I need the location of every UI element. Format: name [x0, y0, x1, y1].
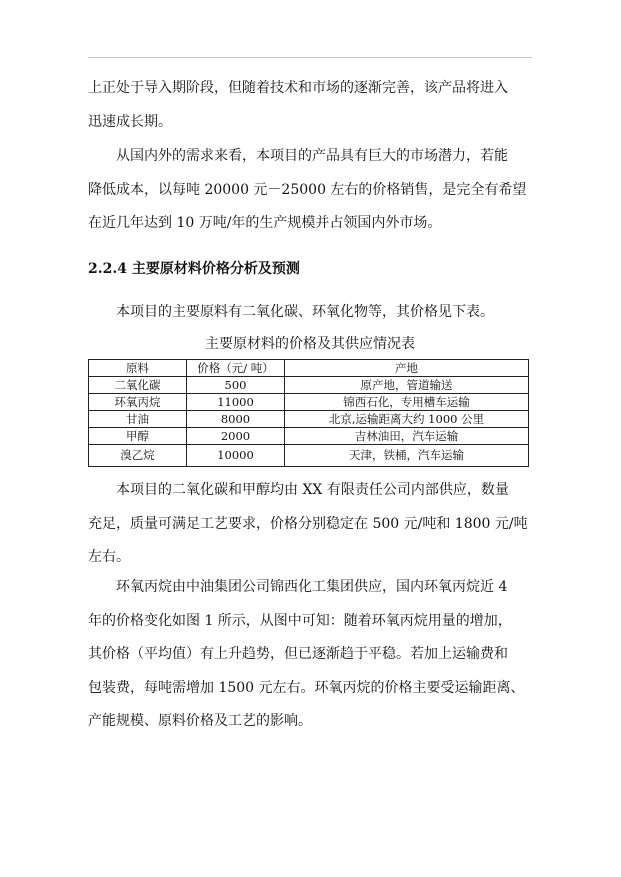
table-cell: 甘油	[89, 411, 187, 428]
table-cell: 北京,运输距离大约 1000 公里	[285, 411, 529, 428]
table-header-row	[89, 360, 529, 377]
paragraph-materials-intro	[88, 296, 532, 330]
table-row	[89, 377, 529, 394]
text-line: 包装费，每吨需增加 1500 元左右。环氧丙烷的价格主要受运输距离、	[88, 679, 525, 696]
table-cell: 8000	[187, 411, 285, 428]
header-rule	[88, 57, 532, 58]
column-header-material: 原料	[89, 360, 187, 377]
table-cell: 锦西石化，专用槽车运输	[285, 394, 529, 411]
table-caption: 主要原材料的价格及其供应情况表	[205, 336, 415, 352]
materials-price-table	[88, 359, 529, 467]
text-line: 降低成本，以每吨 20000 元－25000 左右的价格销售，是完全有希望	[88, 181, 527, 198]
text-line: 本项目的二氧化碳和甲醇均由 XX 有限责任公司内部供应，数量	[88, 482, 509, 498]
table-cell: 11000	[187, 394, 285, 411]
text-line: 上正处于导入期阶段，但随着技术和市场的逐渐完善，该产品将进入	[88, 80, 508, 96]
section-heading: 2.2.4 主要原材料价格分析及预测	[88, 261, 300, 277]
table-cell: 天津，铁桶，汽车运输	[285, 445, 529, 467]
table-row	[89, 445, 529, 467]
paragraph-market-demand	[88, 140, 532, 241]
text-line: 左右。	[88, 549, 130, 565]
table-cell: 2000	[187, 428, 285, 445]
table-cell: 甲醇	[89, 428, 187, 445]
table-cell: 环氧丙烷	[89, 394, 187, 411]
paragraph-market-stage	[88, 72, 532, 139]
column-header-origin: 产地	[285, 360, 529, 377]
column-header-price: 价格（元/ 吨）	[187, 360, 285, 377]
text-line: 充足，质量可满足工艺要求，价格分别稳定在 500 元/吨和 1800 元/吨	[88, 515, 528, 532]
text-line: 本项目的主要原料有二氧化碳、环氧化物等，其价格见下表。	[88, 304, 494, 320]
text-line: 在近几年达到 10 万吨/年的生产规模并占领国内外市场。	[88, 215, 442, 231]
table-cell: 500	[187, 377, 285, 394]
text-line: 迅速成长期。	[88, 113, 172, 130]
text-line: 从国内外的需求来看，本项目的产品具有巨大的市场潜力，若能	[88, 148, 508, 164]
table-row	[89, 428, 529, 445]
text-line: 产能规模、原料价格及工艺的影响。	[88, 713, 312, 729]
paragraph-internal-supply	[88, 474, 532, 575]
table-cell: 溴乙烷	[89, 445, 187, 467]
text-line: 年的价格变化如图 1 所示，从图中可知：随着环氧丙烷用量的增加，	[88, 612, 512, 629]
paragraph-propylene-oxide	[88, 571, 532, 739]
table-row	[89, 394, 529, 411]
table-cell: 10000	[187, 445, 285, 467]
table-cell: 二氧化碳	[89, 377, 187, 394]
text-line: 环氧丙烷由中油集团公司锦西化工集团供应，国内环氧丙烷近 4	[88, 579, 508, 595]
table-cell: 吉林油田，汽车运输	[285, 428, 529, 445]
table-cell: 原产地，管道输送	[285, 377, 529, 394]
text-line: 其价格（平均值）有上升趋势，但已逐渐趋于平稳。若加上运输费和	[88, 646, 508, 662]
table-row	[89, 411, 529, 428]
